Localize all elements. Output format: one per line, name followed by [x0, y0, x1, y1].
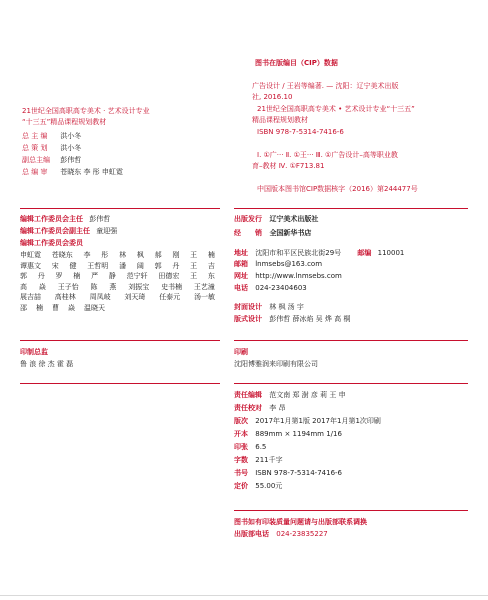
cover-design — [234, 304, 304, 311]
member-name: 楠 — [36, 303, 43, 312]
edition — [234, 418, 381, 425]
divider-right-4 — [234, 510, 468, 511]
format — [234, 431, 342, 438]
publisher-dist-label: 经 销 — [234, 229, 262, 237]
publisher-dist-value: 全国新华书店 — [269, 229, 312, 237]
publisher-address — [234, 250, 404, 257]
member-name: 谭惠文 — [20, 261, 41, 270]
committee-members — [20, 252, 215, 315]
cover-design-value: 林 枫 汤 宇 — [269, 303, 304, 311]
member-name: 曹 — [52, 303, 59, 312]
member-row — [20, 305, 215, 316]
print-director-label: 印制总监 — [20, 348, 48, 356]
format-label: 开本 — [234, 430, 248, 438]
committee-members-label: 编辑工作委员会委员 — [20, 239, 83, 247]
words-value: 211千字 — [255, 456, 283, 464]
member-name: 刚 — [172, 251, 180, 259]
cover-design-label: 封面设计 — [234, 303, 262, 311]
price — [234, 483, 282, 490]
publisher-zip-label: 邮编 — [357, 249, 372, 257]
member-name: 周凤岐 — [89, 293, 111, 301]
member-name: 东 — [207, 272, 215, 280]
member-row — [20, 263, 215, 274]
divider-right-3 — [234, 383, 468, 384]
member-name: 彤 — [101, 251, 109, 259]
isbn-value: ISBN 978-7-5314-7416-6 — [255, 469, 343, 477]
publisher-zip-value: 110001 — [377, 249, 405, 257]
member-name: 郭 — [154, 261, 162, 270]
edition-value: 2017年1月第1版 2017年1月第1次印刷 — [255, 417, 381, 425]
proof-value: 李 昂 — [269, 404, 286, 412]
member-name: 邵 — [20, 303, 27, 312]
member-name: 焱 — [38, 282, 46, 291]
member-name: 楠 — [73, 272, 81, 280]
publisher-issue-value: 辽宁美术出版社 — [269, 215, 319, 223]
layout-design-value: 彭伟哲 薛冰焰 吴 烨 高 桐 — [269, 315, 351, 323]
publisher-web-label: 网址 — [234, 272, 248, 280]
bottom-rule — [0, 595, 488, 596]
member-name: 王艺潼 — [193, 282, 215, 291]
member-name: 焱 — [68, 303, 75, 312]
member-name: 王 — [190, 251, 198, 259]
layout-design — [234, 316, 350, 323]
publisher-issue — [234, 216, 318, 223]
publisher-phone — [234, 285, 307, 292]
layout-design-label: 版式设计 — [234, 315, 262, 323]
format-value: 889mm × 1194mm 1/16 — [255, 430, 342, 438]
proof-label: 责任校对 — [234, 404, 262, 412]
publisher-distribution — [234, 230, 311, 237]
member-row — [20, 294, 215, 305]
cip-line-3: 21世纪全国高职高专美术 • 艺术设计专业“十三五” — [257, 105, 415, 113]
price-label: 定价 — [234, 482, 248, 490]
member-name: 高桂林 — [54, 293, 76, 301]
publisher-email-label: 邮箱 — [234, 260, 248, 268]
credit-value: 彭伟哲 — [60, 156, 82, 164]
member-name: 高 — [20, 282, 27, 291]
series-line-2: “十三五”精品课程规划教材 — [22, 118, 107, 126]
publisher-email-value: lnmsebs@163.com — [255, 260, 323, 268]
editor-value: 范文南 郑 澍 彦 莉 王 申 — [269, 391, 346, 399]
publisher-address-label: 地址 — [234, 249, 248, 257]
member-name: 楠 — [207, 251, 215, 259]
cip-subject-1: Ⅰ. ①广··· Ⅱ. ①王··· Ⅲ. ①广告设计–高等职业教 — [257, 151, 398, 159]
publisher-email — [234, 261, 322, 268]
member-name: 李 — [83, 251, 91, 259]
series-line-1: 21世纪全国高职高专美术 · 艺术设计专业 — [22, 107, 150, 115]
member-name: 宋 — [51, 261, 59, 270]
member-name: 任泰元 — [159, 293, 181, 301]
member-row — [20, 273, 215, 284]
member-name: 林 — [119, 251, 127, 259]
member-name: 汤一敏 — [193, 293, 215, 301]
publishing-dept-phone — [234, 531, 328, 538]
cip-subject-2: 育–教材 Ⅳ. ①F713.81 — [252, 162, 325, 170]
cip-isbn: ISBN 978-7-5314-7416-6 — [257, 128, 344, 136]
member-name: 燕 — [109, 282, 117, 291]
credit-chief-reviewer — [22, 169, 123, 176]
member-name: 史书楠 — [161, 282, 183, 291]
credit-value: 洪小冬 — [60, 132, 82, 140]
cip-line-1: 广告设计 / 王岩等编著. — 沈阳：辽宁美术出版 — [252, 82, 399, 90]
divider-left-1 — [20, 208, 220, 209]
price-value: 55.00元 — [255, 482, 283, 490]
credit-deputy-editor — [22, 157, 81, 164]
divider-left-2 — [20, 340, 220, 341]
publisher-issue-label: 出版发行 — [234, 215, 262, 223]
member-name: 郝 — [154, 251, 162, 259]
print-director-value: 鲁 浪 徐 杰 霍 磊 — [20, 360, 74, 368]
divider-left-3 — [20, 383, 220, 384]
member-name: 温晓天 — [84, 303, 105, 312]
member-name: 展吉喆 — [20, 293, 41, 301]
committee-vice — [20, 228, 117, 235]
credit-chief-editor — [22, 133, 81, 140]
cip-line-4: 精品课程规划教材 — [252, 116, 308, 124]
divider-right-2 — [234, 340, 468, 341]
member-name: 枫 — [136, 251, 144, 259]
publisher-phone-label: 电话 — [234, 284, 248, 292]
isbn-label: 书号 — [234, 469, 248, 477]
credit-label: 总 编 审 — [22, 168, 48, 176]
member-name: 静 — [108, 272, 116, 280]
member-name: 丹 — [37, 272, 45, 280]
member-name: 吉 — [207, 261, 215, 270]
responsible-proof — [234, 405, 285, 412]
publisher-address-value: 沈阳市和平区民族北街29号 — [255, 249, 342, 257]
credit-label: 总 策 划 — [22, 144, 48, 152]
committee-chair — [20, 216, 110, 223]
credit-label: 总 主 编 — [22, 132, 48, 140]
committee-vice-label: 编辑工作委员会副主任 — [20, 227, 90, 235]
member-name: 陈 — [90, 282, 98, 291]
member-name: 苍晓东 — [51, 251, 73, 259]
dept-phone-label: 出版部电话 — [234, 530, 269, 538]
member-name: 王子怡 — [57, 282, 79, 291]
committee-chair-value: 彭伟哲 — [89, 215, 111, 223]
credit-label: 副总主编 — [22, 156, 50, 164]
printer-label: 印刷 — [234, 348, 248, 356]
responsible-editor — [234, 392, 346, 399]
publisher-web-value: http://www.lnmsebs.com — [255, 272, 342, 280]
member-row — [20, 284, 215, 295]
publisher-web — [234, 273, 342, 280]
quality-notice: 图书如有印装质量问题请与出版部联系调换 — [234, 518, 367, 526]
editor-label: 责任编辑 — [234, 391, 262, 399]
member-row — [20, 252, 215, 263]
member-name: 申虹霓 — [20, 251, 41, 259]
printer-value: 沈阳博雅润来印刷有限公司 — [234, 360, 318, 368]
committee-vice-value: 童迎强 — [96, 227, 118, 235]
member-name: 潘 — [119, 261, 127, 270]
member-name: 范宁轩 — [126, 272, 148, 280]
member-name: 罗 — [55, 272, 63, 280]
member-name: 王 — [190, 272, 198, 280]
member-name: 严 — [91, 272, 99, 280]
sheets — [234, 444, 266, 451]
dept-phone-value: 024-23835227 — [276, 530, 328, 538]
publisher-phone-value: 024-23404603 — [255, 284, 307, 292]
member-name: 阔 — [136, 261, 144, 270]
member-name: 刘振宝 — [128, 282, 150, 291]
cip-line-2: 社, 2016.10 — [252, 93, 293, 101]
sheets-value: 6.5 — [255, 443, 267, 451]
cip-record: 中国版本图书馆CIP数据核字（2016）第244477号 — [257, 185, 418, 193]
book-number — [234, 470, 342, 477]
words-label: 字数 — [234, 456, 248, 464]
member-name: 郭 — [20, 272, 27, 280]
member-name: 王哲明 — [87, 261, 109, 270]
committee-chair-label: 编辑工作委员会主任 — [20, 215, 83, 223]
member-name: 丹 — [172, 261, 180, 270]
credit-value: 苍晓东 李 彤 申虹霓 — [60, 168, 123, 176]
member-name: 王 — [190, 261, 198, 270]
divider-right-1 — [234, 208, 468, 209]
member-name: 刘天琦 — [124, 293, 146, 301]
cip-title: 图书在版编目（CIP）数据 — [255, 59, 338, 67]
word-count — [234, 457, 283, 464]
member-name: 田德宏 — [158, 272, 180, 280]
credit-chief-planner — [22, 145, 81, 152]
edition-label: 版次 — [234, 417, 248, 425]
sheets-label: 印张 — [234, 443, 248, 451]
member-name: 健 — [69, 261, 77, 270]
credit-value: 洪小冬 — [60, 144, 82, 152]
